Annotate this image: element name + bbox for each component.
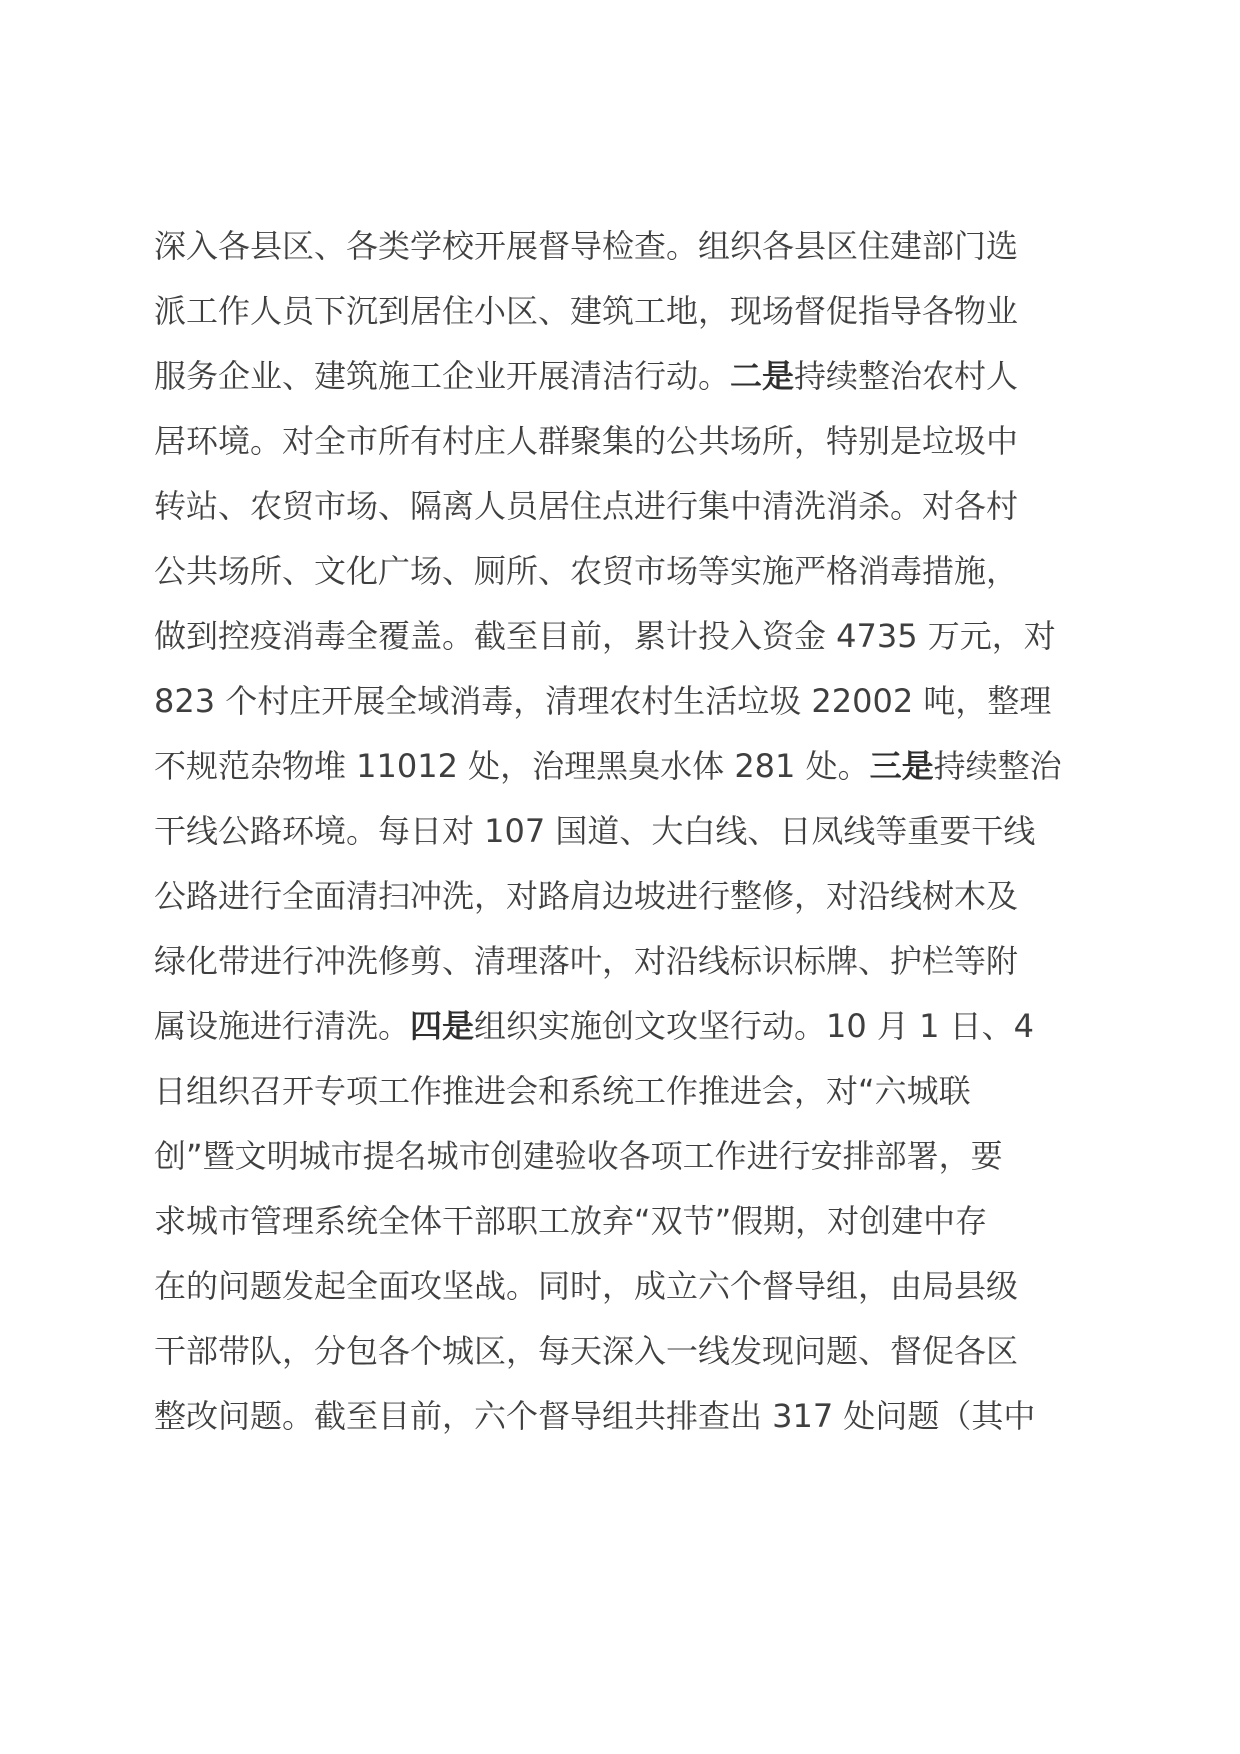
text-line: 在的问题发起全面攻坚战。同时，成立六个督导组，由局县级 xyxy=(154,1267,1019,1305)
body-paragraph xyxy=(154,214,1094,1449)
text-line: 绿化带进行冲洗修剪、清理落叶，对沿线标识标牌、护栏等附 xyxy=(154,942,1019,980)
bold-marker-fourth: 四是 xyxy=(410,1007,475,1045)
text-line: 不规范杂物堆 11012 处，治理黑臭水体 281 处。三是持续整治 xyxy=(154,747,1062,785)
text-line: 派工作人员下沉到居住小区、建筑工地，现场督促指导各物业 xyxy=(154,292,1019,330)
text-line: 转站、农贸市场、隔离人员居住点进行集中清洗消杀。对各村 xyxy=(154,487,1019,525)
text-line: 823 个村庄开展全域消毒，清理农村生活垃圾 22002 吨，整理 xyxy=(154,682,1052,720)
text-line: 公共场所、文化广场、厕所、农贸市场等实施严格消毒措施， xyxy=(154,552,1019,590)
text-line: 日组织召开专项工作推进会和系统工作推进会，对“六城联 xyxy=(154,1072,971,1110)
text-line: 服务企业、建筑施工企业开展清洁行动。二是持续整治农村人 xyxy=(154,357,1019,395)
text-line: 创”暨文明城市提名城市创建验收各项工作进行安排部署，要 xyxy=(154,1137,1003,1175)
bold-marker-third: 三是 xyxy=(869,747,934,785)
text-line: 深入各县区、各类学校开展督导检查。组织各县区住建部门选 xyxy=(154,227,1019,265)
text-line: 干部带队，分包各个城区，每天深入一线发现问题、督促各区 xyxy=(154,1332,1019,1370)
text-line: 整改问题。截至目前，六个督导组共排查出 317 处问题（其中 xyxy=(154,1397,1036,1435)
text-line: 做到控疫消毒全覆盖。截至目前，累计投入资金 4735 万元，对 xyxy=(154,617,1056,655)
text-line: 居环境。对全市所有村庄人群聚集的公共场所，特别是垃圾中 xyxy=(154,422,1019,460)
bold-marker-second: 二是 xyxy=(730,357,795,395)
text-line: 干线公路环境。每日对 107 国道、大白线、日凤线等重要干线 xyxy=(154,812,1036,850)
text-line: 属设施进行清洗。四是组织实施创文攻坚行动。10 月 1 日、4 xyxy=(154,1007,1034,1045)
text-line: 求城市管理系统全体干部职工放弃“双节”假期，对创建中存 xyxy=(154,1202,988,1240)
text-line: 公路进行全面清扫冲洗，对路肩边坡进行整修，对沿线树木及 xyxy=(154,877,1019,915)
